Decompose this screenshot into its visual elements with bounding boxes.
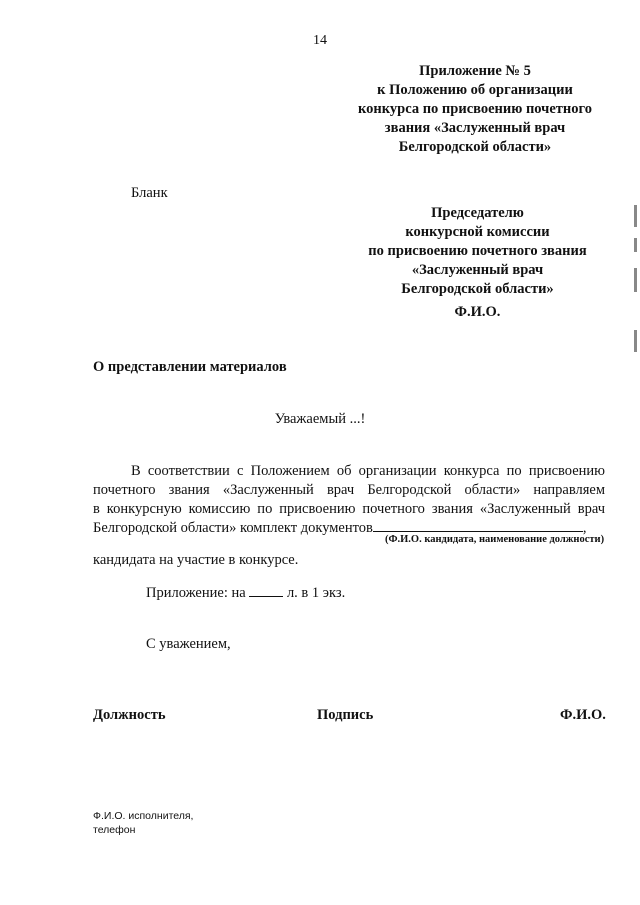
pages-fill-line <box>249 584 283 597</box>
letter-subject: О представлении материалов <box>93 359 287 375</box>
appendix-line: к Положению об организации <box>377 82 573 98</box>
appendix-header <box>330 62 620 157</box>
page-number: 14 <box>313 33 327 48</box>
addressee-block <box>330 204 625 299</box>
body-line: В соответствии с Положением об организации конкурса по присвоению <box>131 463 605 479</box>
body-line-text: Белгородской области» комплект документов <box>93 520 373 536</box>
body-line: в конкурсную комиссию по присвоению почетного звания «Заслуженный врач <box>93 501 605 517</box>
addressee-line: Председателю <box>431 205 524 221</box>
scan-edge-mark <box>634 205 637 227</box>
candidate-fill-line <box>373 519 583 532</box>
scan-edge-mark <box>634 268 637 292</box>
appendix-line: Белгородской области» <box>398 139 552 155</box>
signature-position: Должность <box>93 707 166 723</box>
executor-line: телефон <box>93 824 136 836</box>
appendix-line: Приложение № 5 <box>419 63 531 79</box>
greeting: Уважаемый ...! <box>274 411 366 427</box>
signature-sign: Подпись <box>317 707 374 723</box>
blank-label: Бланк <box>131 185 168 201</box>
addressee-fio: Ф.И.О. <box>454 304 501 320</box>
scan-edge-mark <box>634 238 637 252</box>
body-line-comma: , <box>582 520 587 536</box>
appendix-line: конкурса по присвоению почетного <box>357 101 593 117</box>
body-line-candidate: кандидата на участие в конкурсе. <box>93 552 299 568</box>
letter-body <box>93 462 605 538</box>
addressee-line: конкурсной комиссии <box>405 224 550 240</box>
body-line: почетного звания «Заслуженный врач Белгородской области» направляем <box>93 482 605 498</box>
executor-info <box>93 809 193 837</box>
scan-edge-mark <box>634 330 637 352</box>
signature-fio: Ф.И.О. <box>560 707 606 723</box>
fill-hint: (Ф.И.О. кандидата, наименование должности) <box>385 534 605 545</box>
addressee-line: Белгородской области» <box>401 281 554 297</box>
addressee-line: «Заслуженный врач <box>411 262 544 278</box>
appendix-line: звания «Заслуженный врач <box>384 120 566 136</box>
attachment-prefix: Приложение: на <box>146 585 246 601</box>
closing-regards: С уважением, <box>146 636 231 652</box>
attachment-line <box>146 584 345 602</box>
executor-line: Ф.И.О. исполнителя, <box>93 810 194 822</box>
addressee-line: по присвоению почетного звания <box>368 243 587 259</box>
attachment-suffix: л. в 1 экз. <box>286 585 346 601</box>
